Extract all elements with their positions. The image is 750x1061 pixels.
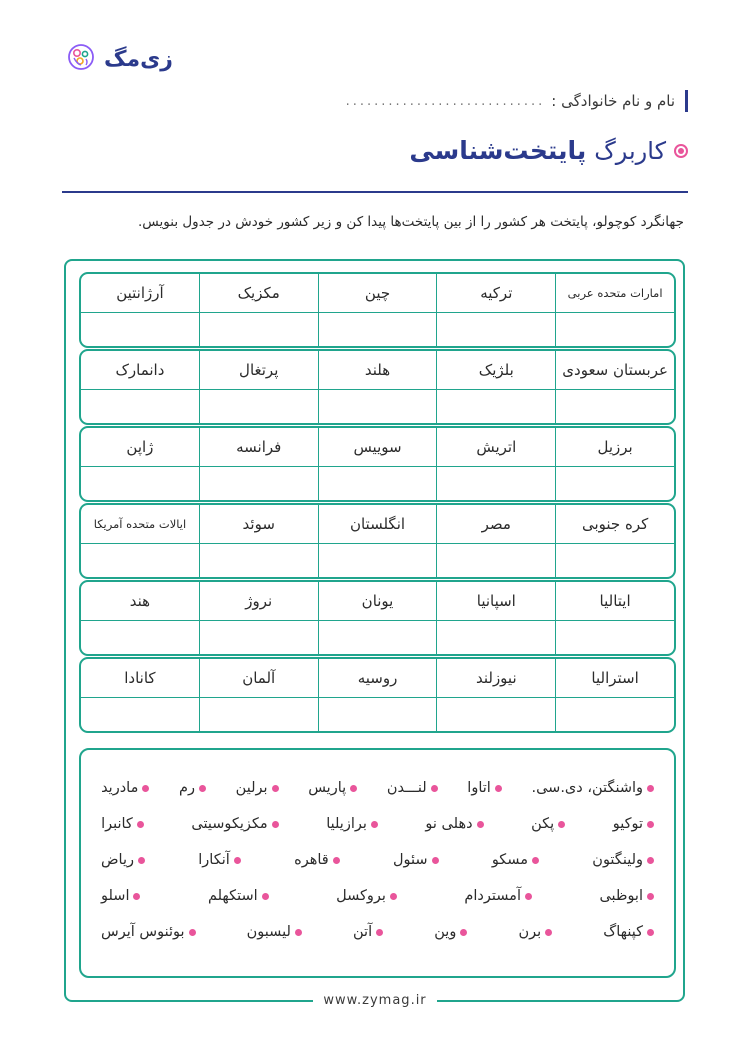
country-cell: استرالیا [555, 659, 674, 697]
capital-label: استکهلم [207, 888, 258, 904]
country-cell: آرژانتین [116, 284, 164, 302]
capital-label: بوئنوس آیرس [101, 924, 185, 940]
country-block [79, 657, 676, 733]
bullet-icon [647, 893, 654, 900]
country-cell: عربستان سعودی [555, 351, 674, 389]
bullet-icon [390, 893, 397, 900]
country-cell: آلمان [199, 659, 318, 697]
capitals-row [101, 852, 654, 868]
country-cell: ژاپن [126, 438, 154, 456]
answer-cell[interactable] [318, 698, 437, 731]
capital-label: برازیلیا [326, 816, 367, 832]
capital-label: لنـــدن [386, 780, 427, 796]
bullet-icon [138, 857, 145, 864]
bullet-icon [647, 785, 654, 792]
title-bold: پایتخت‌شناسی [409, 136, 587, 165]
answer-cell[interactable] [81, 467, 199, 500]
capital-label: سئول [392, 852, 428, 868]
answer-cell[interactable] [81, 313, 199, 346]
answer-row [81, 389, 674, 423]
bullet-icon [647, 821, 654, 828]
logo [66, 42, 173, 76]
capitals-row [101, 924, 654, 940]
capital-label: پکن [531, 816, 555, 832]
country-cell: امارات متحده عربی [555, 274, 674, 312]
capital-item [308, 780, 357, 796]
capitals-row [101, 888, 654, 904]
answer-cell[interactable] [318, 390, 437, 423]
capital-item [467, 780, 502, 796]
bullet-icon [133, 893, 140, 900]
capital-label: مسکو [491, 852, 529, 868]
bullet-icon [350, 785, 357, 792]
capital-label: آتن [353, 924, 373, 940]
bullet-icon [189, 929, 196, 936]
country-cell: پرتغال [199, 351, 318, 389]
answer-cell[interactable] [199, 698, 318, 731]
country-row [81, 274, 674, 312]
capital-item [592, 852, 654, 868]
answer-cell[interactable] [555, 313, 674, 346]
answer-row [81, 312, 674, 346]
bullet-icon [495, 785, 502, 792]
divider [62, 191, 688, 193]
bullet-icon [262, 893, 269, 900]
answer-cell[interactable] [199, 313, 318, 346]
capital-item [198, 852, 241, 868]
country-cell: انگلستان [318, 505, 437, 543]
footer [0, 993, 750, 1008]
capital-item [464, 888, 532, 904]
answer-cell[interactable] [436, 544, 555, 577]
capital-label: اسلو [101, 888, 130, 904]
capital-label: ابوظبی [599, 888, 643, 904]
answer-row [81, 620, 674, 654]
answer-cell[interactable] [555, 390, 674, 423]
bullet-icon [137, 821, 144, 828]
capital-item [492, 852, 539, 868]
capital-label: رم [179, 780, 195, 796]
capital-label: دهلی نو [425, 816, 473, 832]
logo-text: زی‌مگ [104, 46, 173, 72]
answer-cell[interactable] [555, 544, 674, 577]
capital-item [531, 816, 565, 832]
answer-cell[interactable] [436, 621, 555, 654]
capital-item [236, 780, 279, 796]
page-title [409, 136, 688, 165]
capital-label: توکیو [612, 816, 643, 832]
answer-cell[interactable] [436, 313, 555, 346]
capital-item [425, 816, 483, 832]
bullet-icon [295, 929, 302, 936]
country-block [79, 349, 676, 425]
capital-item [353, 924, 383, 940]
answer-row [81, 697, 674, 731]
country-cell: بلژیک [436, 351, 555, 389]
title-light: کاربرگ [594, 136, 666, 165]
capitals-box [79, 748, 676, 978]
capital-label: مادرید [101, 780, 139, 796]
bullet-icon [272, 821, 279, 828]
country-cell: اسپانیا [436, 582, 555, 620]
answer-cell[interactable] [318, 544, 437, 577]
worksheet-frame [64, 259, 685, 1002]
capital-item [326, 816, 378, 832]
capital-label: واشنگتن، دی.سی. [531, 780, 643, 796]
country-cell: فرانسه [199, 428, 318, 466]
country-cell: هند [129, 592, 151, 610]
capital-item [101, 888, 140, 904]
answer-cell[interactable] [81, 390, 199, 423]
bullet-icon [647, 929, 654, 936]
bullet-icon [431, 785, 438, 792]
country-cell: کانادا [124, 669, 156, 687]
country-row [81, 351, 674, 389]
capital-label: وین [434, 924, 457, 940]
country-block [79, 503, 676, 579]
country-block [79, 580, 676, 656]
bullet-icon [371, 821, 378, 828]
bullet-icon [376, 929, 383, 936]
capital-label: پاریس [308, 780, 347, 796]
capital-label: ولینگتون [592, 852, 643, 868]
bullet-icon [142, 785, 149, 792]
capital-label: برن [518, 924, 542, 940]
capital-item [393, 852, 439, 868]
country-cell: هلند [318, 351, 437, 389]
country-block [79, 272, 676, 348]
bullet-icon [432, 857, 439, 864]
name-dots: ............................ [345, 93, 546, 109]
country-block [79, 426, 676, 502]
brain-icon [66, 42, 96, 76]
capital-item [531, 780, 654, 796]
country-cell: ایتالیا [555, 582, 674, 620]
capital-item [208, 888, 269, 904]
capital-item [101, 852, 145, 868]
answer-cell[interactable] [81, 698, 199, 731]
bullet-icon [272, 785, 279, 792]
capital-item [336, 888, 397, 904]
country-cell: روسیه [318, 659, 437, 697]
capital-item [101, 816, 144, 832]
country-cell: برزیل [555, 428, 674, 466]
name-field [346, 90, 688, 112]
capital-label: بروکسل [336, 888, 386, 904]
capital-item [603, 924, 654, 940]
answer-cell[interactable] [81, 544, 199, 577]
capital-label: کانبرا [101, 816, 133, 832]
title-bullet-icon [674, 144, 688, 158]
capital-item [518, 924, 552, 940]
answer-cell[interactable] [199, 621, 318, 654]
answer-cell[interactable] [436, 467, 555, 500]
country-cell: سوییس [318, 428, 437, 466]
capital-label: آمستردام [464, 888, 521, 904]
answer-row [81, 466, 674, 500]
capital-label: قاهره [294, 852, 329, 868]
answer-cell[interactable] [318, 467, 437, 500]
bullet-icon [532, 857, 539, 864]
capital-item [247, 924, 302, 940]
answer-cell[interactable] [555, 467, 674, 500]
capitals-row [101, 816, 654, 832]
country-cell: نروژ [199, 582, 318, 620]
capital-label: اتاوا [467, 780, 491, 796]
country-cell: نیوزلند [436, 659, 555, 697]
capital-item [101, 924, 196, 940]
bullet-icon [525, 893, 532, 900]
country-row [81, 505, 674, 543]
country-cell: سوئد [199, 505, 318, 543]
capital-item [387, 780, 438, 796]
capital-item [191, 816, 278, 832]
bullet-icon [199, 785, 206, 792]
answer-row [81, 543, 674, 577]
capital-label: برلین [235, 780, 268, 796]
capital-item [179, 780, 206, 796]
capital-item [101, 780, 149, 796]
answer-cell[interactable] [199, 467, 318, 500]
capital-label: لیسبون [246, 924, 291, 940]
capital-item [599, 888, 654, 904]
country-cell: یونان [318, 582, 437, 620]
country-cell: کره جنوبی [555, 505, 674, 543]
capital-item [434, 924, 467, 940]
instructions: جهانگرد کوچولو، پایتخت هر کشور را از بین پایتخت‌ها پیدا کن و زیر کشور خودش در جدول بنویس. [138, 214, 684, 230]
capital-label: ریاض [101, 852, 134, 868]
country-row [81, 582, 674, 620]
bullet-icon [234, 857, 241, 864]
name-bar [685, 90, 688, 112]
bullet-icon [460, 929, 467, 936]
bullet-icon [558, 821, 565, 828]
capitals-row [101, 780, 654, 796]
country-cell: مصر [436, 505, 555, 543]
name-label: نام و نام خانوادگی : [551, 92, 675, 110]
country-cell: اتریش [436, 428, 555, 466]
country-cell: چین [318, 274, 437, 312]
bullet-icon [333, 857, 340, 864]
capital-label: کپنهاگ [603, 924, 643, 940]
answer-cell[interactable] [81, 621, 199, 654]
country-cell: ترکیه [436, 274, 555, 312]
answer-cell[interactable] [555, 698, 674, 731]
country-cell: مکزیک [199, 274, 318, 312]
footer-url: www.zymag.ir [313, 993, 436, 1008]
capital-item [294, 852, 340, 868]
country-cell: ایالات متحده آمریکا [93, 517, 187, 531]
bullet-icon [545, 929, 552, 936]
capital-label: مکزیکوسیتی [191, 816, 268, 832]
bullet-icon [647, 857, 654, 864]
capital-label: آنکارا [198, 852, 230, 868]
country-row [81, 659, 674, 697]
answer-cell[interactable] [436, 390, 555, 423]
country-row [81, 428, 674, 466]
answer-cell[interactable] [436, 698, 555, 731]
bullet-icon [477, 821, 484, 828]
answer-cell[interactable] [199, 544, 318, 577]
country-cell: دانمارک [115, 361, 165, 379]
answer-cell[interactable] [318, 621, 437, 654]
answer-cell[interactable] [318, 313, 437, 346]
answer-cell[interactable] [555, 621, 674, 654]
answer-cell[interactable] [199, 390, 318, 423]
capital-item [613, 816, 654, 832]
